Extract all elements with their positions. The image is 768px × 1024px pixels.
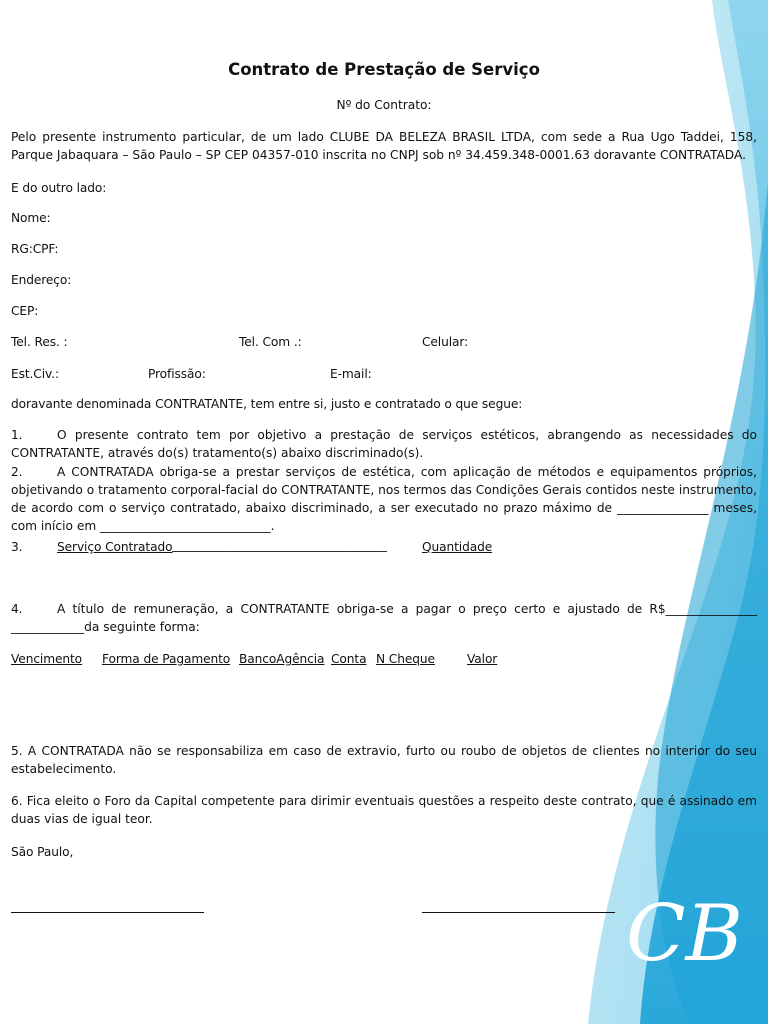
denominada-line: doravante denominada CONTRATANTE, tem entre si, justo e contratado o que segue: — [11, 397, 523, 411]
field-profissao: Profissão: — [148, 367, 206, 381]
clause-3-service-label: Serviço Contratado — [57, 540, 173, 554]
field-est-civ: Est.Civ.: — [11, 367, 59, 381]
field-email: E-mail: — [330, 367, 372, 381]
field-tel-com: Tel. Com .: — [239, 335, 302, 349]
clause-6-text: 6. Fica eleito o Foro da Capital competente para dirimir eventuais questões a respeito deste contrato, que é assinado em duas vias de igual teor. — [11, 794, 757, 826]
clause-2-number: 2. — [11, 465, 23, 479]
payment-header-forma: Forma de Pagamento — [102, 652, 231, 666]
cb-logo — [618, 868, 746, 988]
clause-4-text: A título de remuneração, a CONTRATANTE obriga-se a pagar o preço certo e ajustado de R$_______________ ____________da seguinte forma: — [11, 602, 757, 634]
clause-3-number: 3. — [11, 540, 23, 554]
intro-paragraph: Pelo presente instrumento particular, de um lado CLUBE DA BELEZA BRASIL LTDA, com sede a Rua Ugo Taddei, 158, Parque Jabaquara – São Paulo – SP CEP 04357-010 inscrita no CNPJ sob nº 34.459.348-0001.63 doravante CONTRATADA. — [11, 130, 757, 162]
field-rg-cpf: RG:CPF: — [11, 242, 59, 256]
clause-1-text: O presente contrato tem por objetivo a prestação de serviços estéticos, abrangendo as necessidades do CONTRATANTE, através do(s) tratamento(s) abaixo discriminado(s). — [11, 428, 757, 460]
clause-5-text: 5. A CONTRATADA não se responsabiliza em caso de extravio, furto ou roubo de objetos de clientes no interior do seu estabelecimento. — [11, 744, 757, 776]
contract-number-label: Nº do Contrato: — [336, 98, 432, 112]
clause-3-blank: _______________________________________ — [172, 538, 387, 552]
clause-3-quantity-label: Quantidade — [422, 540, 493, 554]
signature-line-contratada — [11, 912, 204, 913]
other-side-label: E do outro lado: — [11, 181, 107, 195]
document-title: Contrato de Prestação de Serviço — [228, 60, 540, 79]
field-tel-res: Tel. Res. : — [11, 335, 68, 349]
signature-line-contratante — [422, 912, 615, 913]
clause-4-number: 4. — [11, 602, 23, 616]
cb-logo-text: CB — [626, 889, 743, 979]
payment-header-vencimento: Vencimento — [11, 652, 83, 666]
clause-1-number: 1. — [11, 428, 23, 442]
payment-header-conta: Conta — [331, 652, 367, 666]
payment-header-n-cheque: N Cheque — [376, 652, 435, 666]
field-celular: Celular: — [422, 335, 469, 349]
field-cep: CEP: — [11, 304, 39, 318]
field-endereco: Endereço: — [11, 273, 72, 287]
payment-header-valor: Valor — [467, 652, 498, 666]
payment-header-banco-agencia: BancoAgência — [239, 652, 325, 666]
place-label: São Paulo, — [11, 845, 74, 859]
clause-2-text: A CONTRATADA obriga-se a prestar serviços de estética, com aplicação de métodos e equipamentos próprios, objetivando o tratamento corporal-facial do CONTRATANTE, nos termos das Condições Gerais contidos neste instrumento, de acordo com o serviço contratado, abaixo discriminado, a ser executado no prazo máximo de _______________ meses, com início em ____________________________. — [11, 465, 757, 533]
field-nome: Nome: — [11, 211, 51, 225]
